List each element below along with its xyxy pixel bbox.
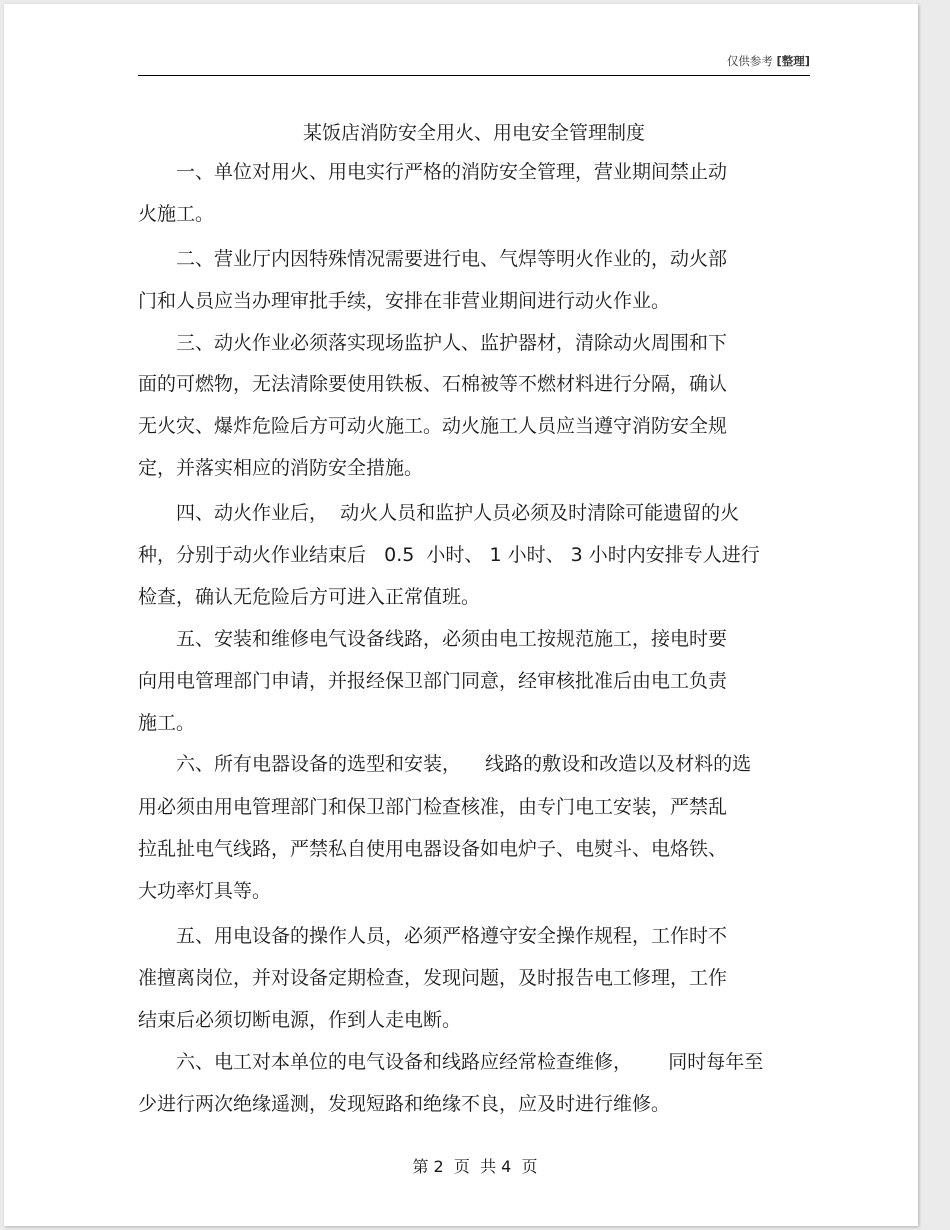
body-line: 定，并落实相应的消防安全措施。 [138, 457, 424, 479]
body-line: 四、动火作业后， 动火人员和监护人员必须及时清除可能遗留的火 [138, 502, 740, 524]
document-page [4, 4, 918, 1226]
body-line: 火施工。 [138, 203, 215, 225]
body-line: 大功率灯具等。 [138, 880, 272, 902]
body-line: 一、单位对用火、用电实行严格的消防安全管理，营业期间禁止动 [138, 161, 728, 183]
body-line: 拉乱扯电气线路，严禁私自使用电器设备如电炉子、电熨斗、电烙铁、 [138, 838, 728, 860]
body-line: 少进行两次绝缘遥测，发现短路和绝缘不良，应及时进行维修。 [138, 1093, 671, 1115]
body-line: 种，分别于动火作业结束后 0.5 小时、 1 小时、 3 小时内安排专人进行 [138, 544, 760, 566]
body-line: 三、动火作业必须落实现场监护人、监护器材，清除动火周围和下 [138, 332, 728, 354]
page-number: 第 2 页 共 4 页 [412, 1157, 538, 1176]
body-line: 结束后必须切断电源，作到人走电断。 [138, 1009, 462, 1031]
body-line: 检查，确认无危险后方可进入正常值班。 [138, 586, 481, 608]
body-line: 门和人员应当办理审批手续，安排在非营业期间进行动火作业。 [138, 290, 671, 312]
body-line: 无火灾、爆炸危险后方可动火施工。动火施工人员应当遵守消防安全规 [138, 415, 728, 437]
document-title: 某饭店消防安全用火、用电安全管理制度 [302, 122, 645, 144]
body-line: 面的可燃物，无法清除要使用铁板、石棉被等不燃材料进行分隔，确认 [138, 373, 728, 395]
body-line: 五、用电设备的操作人员，必须严格遵守安全操作规程，工作时不 [138, 925, 728, 947]
page-header [138, 53, 810, 76]
body-line: 用必须由用电管理部门和保卫部门检查核准，由专门电工安装，严禁乱 [138, 796, 728, 818]
body-line: 六、所有电器设备的选型和安装， 线路的敷设和改造以及材料的选 [138, 753, 752, 775]
body-line: 向用电管理部门申请，并报经保卫部门同意，经审核批准后由电工负责 [138, 670, 728, 692]
body-line: 施工。 [138, 712, 196, 734]
header-mark: [整理] [776, 54, 810, 68]
body-line: 六、电工对本单位的电气设备和线路应经常检查维修， 同时每年至 [138, 1051, 764, 1073]
body-line: 准擅离岗位，并对设备定期检查，发现问题，及时报告电工修理，工作 [138, 967, 728, 989]
body-line: 二、营业厅内因特殊情况需要进行电、气焊等明火作业的，动火部 [138, 248, 728, 270]
body-line: 五、安装和维修电气设备线路，必须由电工按规范施工，接电时要 [138, 628, 728, 650]
header-note: 仅供参考 [726, 54, 773, 68]
